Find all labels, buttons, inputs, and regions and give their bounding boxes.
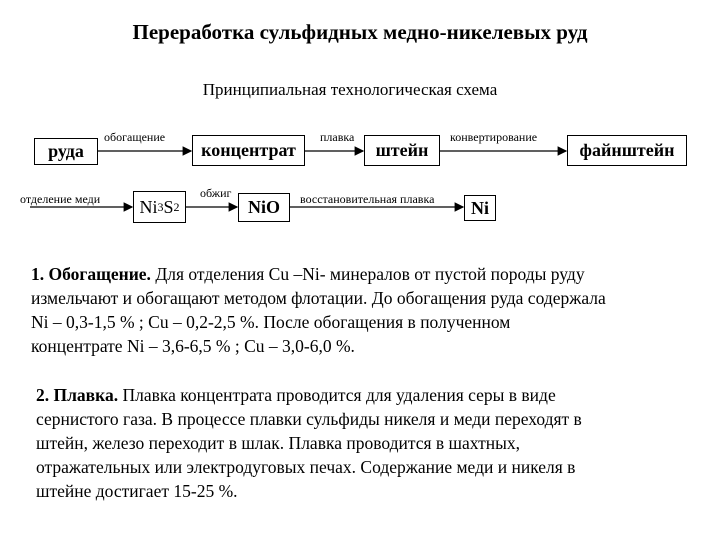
section-smelting bbox=[36, 383, 582, 503]
section1-line4: концентрате Ni – 3,6-6,5 % ; Cu – 3,0-6,0 %. bbox=[31, 336, 355, 356]
edge-label-beneficiation: обогащение bbox=[104, 130, 166, 144]
section2-line2: сернистого газа. В процессе плавки сульфиды никеля и меди переходят в bbox=[36, 409, 582, 429]
section1-line3: Ni – 0,3-1,5 % ; Cu – 0,2-2,5 %. После обогащения в полученном bbox=[31, 312, 511, 332]
node-nio: NiO bbox=[238, 193, 290, 222]
section2-line5: штейне достигает 15-25 %. bbox=[36, 481, 238, 501]
edge-label-copper-separation: отделение меди bbox=[20, 192, 101, 206]
section1-line2: измельчают и обогащают методом флотации. До обогащения руда содержала bbox=[31, 288, 606, 308]
section2-line3: штейн, железо переходит в шлак. Плавка проводится в шахтных, bbox=[36, 433, 521, 453]
section-beneficiation bbox=[31, 262, 606, 358]
node-ni: Ni bbox=[464, 195, 496, 221]
diagram-subtitle: Принципиальная технологическая схема bbox=[202, 80, 498, 99]
section2-line1: Плавка концентрата проводится для удаления серы в виде bbox=[118, 385, 556, 405]
edge-label-reduction-smelting: восстановительная плавка bbox=[300, 192, 435, 206]
section1-line1: Для отделения Cu –Ni- минералов от пустой породы руду bbox=[150, 264, 585, 284]
edge-label-roasting: обжиг bbox=[200, 186, 232, 200]
edge-label-converting: конвертирование bbox=[450, 130, 538, 144]
node-ni3s2 bbox=[133, 191, 186, 223]
ni3s2-ni: Ni bbox=[139, 196, 158, 217]
ni3s2-s: S bbox=[163, 196, 174, 217]
node-concentrate: концентрат bbox=[192, 135, 305, 166]
edge-label-smelting: плавка bbox=[320, 130, 355, 144]
section2-line4: отражательных или электродуговых печах. Содержание меди и никеля в bbox=[36, 457, 576, 477]
node-ore: руда bbox=[34, 138, 98, 165]
section2-heading: 2. Плавка. bbox=[36, 385, 119, 405]
ni3s2-sub1: 3 bbox=[157, 199, 164, 214]
ni3s2-sub2: 2 bbox=[173, 199, 180, 214]
page-title: Переработка сульфидных медно-никелевых руд bbox=[132, 20, 588, 44]
node-matte: штейн bbox=[364, 135, 440, 166]
section1-heading: 1. Обогащение. bbox=[31, 264, 151, 284]
node-fine-matte: файнштейн bbox=[567, 135, 687, 166]
